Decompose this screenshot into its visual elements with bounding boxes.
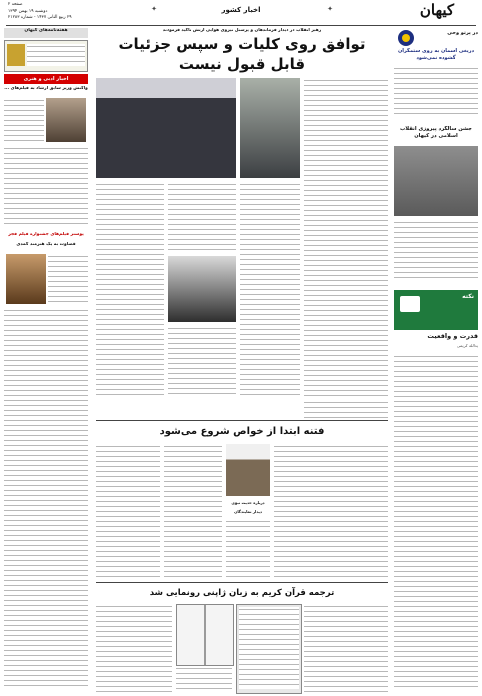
main-article-col-5: [168, 326, 236, 398]
film-body-1: [48, 254, 88, 304]
film-poster-sub: قضاوت به یک هنرمند کمدی: [16, 242, 76, 247]
sun-emblem-icon: [398, 30, 414, 46]
wahi-body: [394, 66, 478, 118]
star-icon: ✦: [151, 5, 157, 13]
bottom-rule: [96, 582, 388, 583]
culture-body-1: [4, 98, 44, 144]
meeting-photo: [168, 256, 236, 322]
main-headline-line2: قابل قبول نیست: [178, 55, 306, 73]
date-line-3: ۲۹ ربیع الثانی ۱۴۳۷ - شماره ۲۱۲۸۳: [8, 15, 72, 20]
mid-rule: [96, 420, 388, 421]
bottom-boxed-text: [239, 607, 299, 689]
news-headline: جشن سالگرد پیروزی انقلاب اسلامی در کیهان: [400, 126, 472, 139]
mid-article-col-1: [274, 444, 388, 578]
date-line-2: دوشنبه ۱۹ بهمن ۱۳۹۴: [8, 8, 48, 14]
weekly-promo-text: [27, 44, 85, 66]
date-block: [8, 2, 118, 24]
section-title: اخبار کشور: [221, 6, 261, 14]
logo-text: کیهان: [419, 1, 455, 19]
artist-portrait-photo: [6, 254, 46, 304]
mid-sub1: درباره حدیث نبوی: [231, 500, 265, 505]
weekly-label: هفته‌نامه‌های کیهان: [4, 28, 88, 38]
bottom-article-col-3: [96, 604, 172, 692]
main-headline-line1: توافق روی کلیات و سپس جزئیات: [118, 35, 366, 53]
right-column: [394, 28, 478, 692]
leader-speech-photo: [240, 78, 300, 178]
date-line-1: صفحه ۲: [8, 2, 23, 7]
person-portrait-photo: [46, 98, 86, 142]
main-article-col-6: [304, 400, 388, 418]
main-article-col-2: [240, 182, 300, 398]
wahi-label: در پرتو وحی: [447, 30, 478, 36]
mid-article-col-4: [226, 519, 270, 578]
bottom-article-col-1: [304, 604, 388, 692]
bottom-headline: ترجمه قرآن کریم به زبان ژاپنی رونمایی شد: [149, 588, 335, 598]
mid-article-col-2: [164, 444, 222, 578]
film-poster-title: پوستر فیلم‌های جشنواره فیلم فجر: [8, 232, 84, 237]
wahi-headline: دریغی آسمان به روی ستمگران گشوده نمی‌شود: [397, 48, 475, 61]
nokte-title: قدرت و واقعیت: [427, 332, 478, 340]
mid-headline: فتنه ابتدا از خواص شروع می‌شود: [159, 426, 325, 437]
bottom-article-col-2: [176, 666, 232, 692]
left-column: [4, 28, 88, 692]
nokte-box: [394, 290, 478, 330]
masthead: [0, 0, 482, 26]
celebration-photo: [394, 146, 478, 216]
star-icon: ✦: [327, 5, 333, 13]
weekly-logo-icon: [7, 44, 25, 66]
weekly-promo-box: [4, 40, 88, 72]
nokte-body: [394, 354, 478, 690]
culture-body-2: [4, 146, 88, 228]
main-article-col-1: [304, 78, 388, 398]
main-article-col-3: [96, 182, 164, 398]
culture-news-header: [4, 74, 88, 84]
bottom-boxed-article: [236, 604, 302, 694]
mid-sub2: دیدار نمایندگان: [234, 509, 262, 514]
film-body-2: [4, 308, 88, 690]
air-force-gathering-photo: [96, 78, 236, 178]
mid-article-col-3: [96, 444, 160, 578]
masthead-rule: [6, 25, 476, 26]
main-kicker: رهبر انقلاب در دیدار فرماندهان و پرسنل نیروی هوایی ارتش تأکید فرمودند: [162, 28, 322, 33]
quran-pages-photo: [176, 604, 234, 666]
nokte-author: یدالله کریمی: [456, 343, 478, 348]
nokte-icon: [400, 296, 420, 312]
cleric-portrait-photo: [226, 444, 270, 496]
logo: [398, 1, 476, 23]
culture-news-title: اخبار ادبی و هنری: [23, 76, 69, 82]
main-article-col-4: [168, 182, 236, 252]
culture-news-sub: واکنش وزیر سابق ارشاد به فیلم‌های ...: [4, 86, 88, 91]
news-body: [394, 220, 478, 278]
nokte-label: نکته: [462, 293, 474, 300]
